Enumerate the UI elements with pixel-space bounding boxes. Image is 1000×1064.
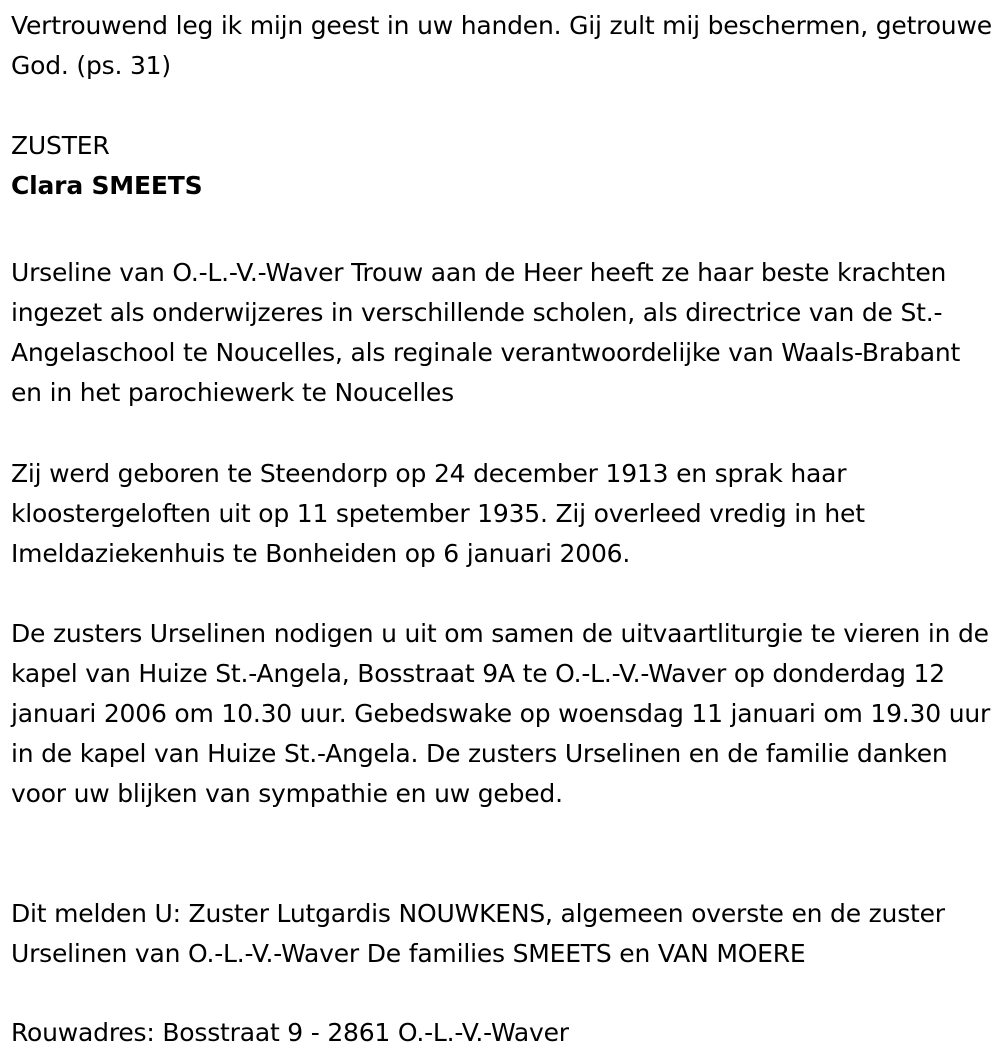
announcement-paragraph: Dit melden U: Zuster Lutgardis NOUWKENS, algemeen overste en de zuster Urselinen van O.-L.-V.-Waver De families SMEETS en VAN MOERE <box>11 899 945 968</box>
deceased-name: Clara SMEETS <box>11 171 203 200</box>
biography-paragraph: Urseline van O.-L.-V.-Waver Trouw aan de Heer heeft ze haar beste krachten ingezet als onderwijzeres in verschillende scholen, als directrice van de St.-Angelaschool te Noucelles, als reginale verantwoordelijke van Waals-Brabant en in het parochiewerk te Noucelles <box>11 258 961 407</box>
funeral-invitation-paragraph: De zusters Urselinen nodigen u uit om samen de uitvaartliturgie te vieren in de kapel van Huize St.-Angela, Bosstraat 9A te O.-L.-V.-Waver op donderdag 12 januari 2006 om 10.30 uur. Gebedswake op woensdag 11 januari om 19.30 uur in de kapel van Huize St.-Angela. De zusters Urselinen en de familie danken voor uw blijken van sympathie en uw gebed. <box>11 619 991 808</box>
scripture-quote: Vertrouwend leg ik mijn geest in uw handen. Gij zult mij beschermen, getrouwe God. (ps. 31) <box>11 11 992 80</box>
mourning-address: Rouwadres: Bosstraat 9 - 2861 O.-L.-V.-Waver <box>11 1018 569 1047</box>
deceased-title: ZUSTER <box>11 131 110 160</box>
dates-paragraph: Zij werd geboren te Steendorp op 24 december 1913 en sprak haar kloostergeloften uit op 11 spetember 1935. Zij overleed vredig in het Imeldaziekenhuis te Bonheiden op 6 januari 2006. <box>11 459 865 568</box>
